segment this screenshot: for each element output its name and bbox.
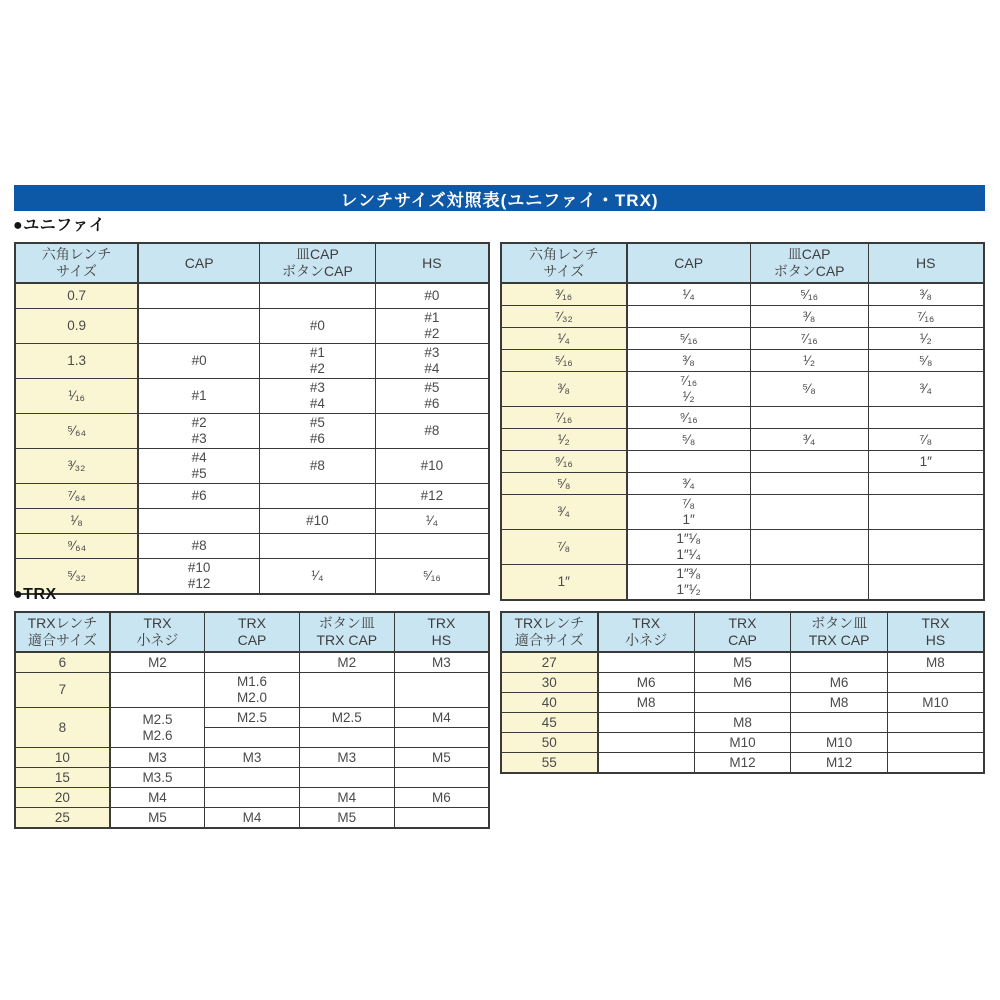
- value-cell: [138, 509, 259, 534]
- value-cell: [394, 728, 489, 748]
- section-label-trx: ●TRX: [13, 586, 57, 603]
- table-row: [15, 509, 489, 534]
- value-cell: M5: [394, 748, 489, 768]
- table-row: [15, 768, 489, 788]
- value-cell: #10: [260, 509, 376, 534]
- column-header: TRXレンチ 適合サイズ: [15, 612, 110, 652]
- value-cell: ³⁄₈: [750, 306, 868, 328]
- value-cell: M3.5: [110, 768, 205, 788]
- table-row: [501, 350, 984, 372]
- value-cell: ⁵⁄₈: [868, 350, 984, 372]
- value-cell: #1: [138, 379, 259, 414]
- value-cell: #8: [375, 414, 489, 449]
- value-cell: M3: [394, 652, 489, 673]
- value-cell: M6: [598, 673, 695, 693]
- value-cell: ¹⁄₂: [868, 328, 984, 350]
- row-size-cell: 10: [15, 748, 110, 768]
- value-cell: [260, 534, 376, 559]
- table-row: [501, 451, 984, 473]
- table-row: [15, 808, 489, 829]
- row-size-cell: ³⁄₄: [501, 495, 627, 530]
- table-row: [501, 473, 984, 495]
- row-size-cell: ⁹⁄₆₄: [15, 534, 138, 559]
- value-cell: #2 #3: [138, 414, 259, 449]
- table-row: [15, 708, 489, 728]
- table-row: [501, 673, 984, 693]
- page-title: レンチサイズ対照表(ユニファイ・TRX): [340, 190, 659, 210]
- table-row: [501, 495, 984, 530]
- value-cell: M8: [887, 652, 984, 673]
- value-cell: #1 #2: [260, 344, 376, 379]
- table-row: [501, 565, 984, 601]
- value-cell: M6: [694, 673, 791, 693]
- table-row: [15, 559, 489, 595]
- value-cell: #1 #2: [375, 309, 489, 344]
- row-size-cell: ⁷⁄₈: [501, 530, 627, 565]
- value-cell: [887, 713, 984, 733]
- column-header: TRXレンチ 適合サイズ: [501, 612, 598, 652]
- row-size-cell: ⁷⁄₃₂: [501, 306, 627, 328]
- value-cell: M8: [694, 713, 791, 733]
- value-cell: M2.5 M2.6: [110, 708, 205, 748]
- value-cell: [205, 768, 300, 788]
- value-cell: #0: [138, 344, 259, 379]
- table-row: [15, 484, 489, 509]
- table-row: [15, 379, 489, 414]
- column-header: TRX 小ネジ: [110, 612, 205, 652]
- value-cell: #4 #5: [138, 449, 259, 484]
- value-cell: [598, 652, 695, 673]
- value-cell: [750, 473, 868, 495]
- value-cell: [394, 673, 489, 708]
- value-cell: M12: [791, 753, 888, 774]
- value-cell: [627, 451, 751, 473]
- value-cell: 1″¹⁄₈ 1″¹⁄₄: [627, 530, 751, 565]
- row-size-cell: 27: [501, 652, 598, 673]
- value-cell: ⁵⁄₈: [750, 372, 868, 407]
- table-row: [501, 306, 984, 328]
- value-cell: [791, 652, 888, 673]
- column-header: TRX HS: [887, 612, 984, 652]
- column-header: 六角レンチ サイズ: [15, 243, 138, 283]
- table-row: [15, 673, 489, 708]
- row-size-cell: ⁷⁄₆₄: [15, 484, 138, 509]
- column-header: HS: [375, 243, 489, 283]
- column-header: ボタン皿 TRX CAP: [791, 612, 888, 652]
- row-size-cell: ¹⁄₄: [501, 328, 627, 350]
- row-size-cell: 1″: [501, 565, 627, 601]
- row-size-cell: 8: [15, 708, 110, 748]
- value-cell: [394, 768, 489, 788]
- value-cell: M8: [791, 693, 888, 713]
- value-cell: [138, 309, 259, 344]
- value-cell: [868, 407, 984, 429]
- table-row: [501, 693, 984, 713]
- value-cell: [868, 530, 984, 565]
- value-cell: ¹⁄₄: [375, 509, 489, 534]
- table-row: [501, 407, 984, 429]
- value-cell: ⁷⁄₁₆ ¹⁄₂: [627, 372, 751, 407]
- row-size-cell: ⁹⁄₁₆: [501, 451, 627, 473]
- value-cell: ¹⁄₄: [260, 559, 376, 595]
- row-size-cell: ¹⁄₂: [501, 429, 627, 451]
- value-cell: #8: [138, 534, 259, 559]
- table-row: [15, 449, 489, 484]
- column-header: 皿CAP ボタンCAP: [750, 243, 868, 283]
- value-cell: [750, 565, 868, 601]
- value-cell: [205, 652, 300, 673]
- value-cell: [791, 713, 888, 733]
- value-cell: [750, 407, 868, 429]
- column-header: 六角レンチ サイズ: [501, 243, 627, 283]
- value-cell: M12: [694, 753, 791, 774]
- value-cell: [750, 451, 868, 473]
- column-header: TRX HS: [394, 612, 489, 652]
- table-row: [15, 414, 489, 449]
- row-size-cell: 25: [15, 808, 110, 829]
- row-size-cell: 1.3: [15, 344, 138, 379]
- value-cell: 1″: [868, 451, 984, 473]
- column-header: ボタン皿 TRX CAP: [299, 612, 394, 652]
- value-cell: [299, 768, 394, 788]
- row-size-cell: 45: [501, 713, 598, 733]
- value-cell: [868, 565, 984, 601]
- value-cell: [138, 283, 259, 309]
- table-row: [501, 652, 984, 673]
- value-cell: M5: [110, 808, 205, 829]
- value-cell: M10: [694, 733, 791, 753]
- value-cell: M3: [205, 748, 300, 768]
- value-cell: [750, 530, 868, 565]
- value-cell: ⁵⁄₁₆: [750, 283, 868, 306]
- value-cell: [299, 673, 394, 708]
- value-cell: ⁷⁄₁₆: [868, 306, 984, 328]
- value-cell: [260, 283, 376, 309]
- table-row: [501, 753, 984, 774]
- value-cell: [205, 728, 300, 748]
- value-cell: ³⁄₄: [627, 473, 751, 495]
- value-cell: #6: [138, 484, 259, 509]
- value-cell: M3: [110, 748, 205, 768]
- value-cell: [375, 534, 489, 559]
- value-cell: #3 #4: [260, 379, 376, 414]
- value-cell: M4: [299, 788, 394, 808]
- value-cell: M4: [205, 808, 300, 829]
- value-cell: ⁵⁄₁₆: [375, 559, 489, 595]
- unified-right-table: [500, 242, 985, 601]
- value-cell: ⁵⁄₁₆: [627, 328, 751, 350]
- value-cell: ³⁄₄: [868, 372, 984, 407]
- row-size-cell: ⁵⁄₈: [501, 473, 627, 495]
- title-bar: [14, 185, 985, 211]
- value-cell: ⁷⁄₈ 1″: [627, 495, 751, 530]
- table-row: [15, 534, 489, 559]
- value-cell: [299, 728, 394, 748]
- table-row: [15, 748, 489, 768]
- value-cell: #12: [375, 484, 489, 509]
- value-cell: ⁵⁄₈: [627, 429, 751, 451]
- table-row: [501, 713, 984, 733]
- value-cell: M6: [394, 788, 489, 808]
- value-cell: #10: [375, 449, 489, 484]
- row-size-cell: 0.9: [15, 309, 138, 344]
- table-row: [501, 283, 984, 306]
- value-cell: #0: [260, 309, 376, 344]
- row-size-cell: 30: [501, 673, 598, 693]
- value-cell: #5 #6: [375, 379, 489, 414]
- row-size-cell: ³⁄₁₆: [501, 283, 627, 306]
- column-header: CAP: [627, 243, 751, 283]
- value-cell: [110, 673, 205, 708]
- value-cell: [868, 473, 984, 495]
- table-row: [501, 328, 984, 350]
- trx-right-table: [500, 611, 985, 774]
- column-header: TRX 小ネジ: [598, 612, 695, 652]
- column-header: TRX CAP: [694, 612, 791, 652]
- row-size-cell: 7: [15, 673, 110, 708]
- column-header: CAP: [138, 243, 259, 283]
- table-row: [501, 429, 984, 451]
- value-cell: ⁷⁄₁₆: [750, 328, 868, 350]
- value-cell: #0: [375, 283, 489, 309]
- value-cell: M2.5: [299, 708, 394, 728]
- row-size-cell: ⁵⁄₃₂: [15, 559, 138, 595]
- value-cell: M1.6 M2.0: [205, 673, 300, 708]
- value-cell: [260, 484, 376, 509]
- row-size-cell: ⁵⁄₁₆: [501, 350, 627, 372]
- value-cell: ⁹⁄₁₆: [627, 407, 751, 429]
- table-row: [501, 733, 984, 753]
- row-size-cell: ¹⁄₈: [15, 509, 138, 534]
- row-size-cell: ³⁄₃₂: [15, 449, 138, 484]
- unified-left-table: [14, 242, 490, 595]
- value-cell: [394, 808, 489, 829]
- value-cell: M2: [299, 652, 394, 673]
- row-size-cell: ⁷⁄₁₆: [501, 407, 627, 429]
- value-cell: ¹⁄₂: [750, 350, 868, 372]
- row-size-cell: ¹⁄₁₆: [15, 379, 138, 414]
- value-cell: M5: [299, 808, 394, 829]
- table-row: [15, 652, 489, 673]
- row-size-cell: ⁵⁄₆₄: [15, 414, 138, 449]
- value-cell: [887, 673, 984, 693]
- value-cell: #10 #12: [138, 559, 259, 595]
- row-size-cell: 0.7: [15, 283, 138, 309]
- value-cell: ¹⁄₄: [627, 283, 751, 306]
- row-size-cell: 55: [501, 753, 598, 774]
- value-cell: #3 #4: [375, 344, 489, 379]
- table-row: [15, 788, 489, 808]
- row-size-cell: 20: [15, 788, 110, 808]
- value-cell: [598, 753, 695, 774]
- value-cell: [868, 495, 984, 530]
- value-cell: M10: [791, 733, 888, 753]
- row-size-cell: 50: [501, 733, 598, 753]
- value-cell: M2.5: [205, 708, 300, 728]
- value-cell: M2: [110, 652, 205, 673]
- table-row: [501, 372, 984, 407]
- trx-left-table: [14, 611, 490, 829]
- value-cell: [750, 495, 868, 530]
- value-cell: 1″³⁄₈ 1″¹⁄₂: [627, 565, 751, 601]
- value-cell: M6: [791, 673, 888, 693]
- value-cell: ³⁄₈: [868, 283, 984, 306]
- value-cell: [627, 306, 751, 328]
- value-cell: M8: [598, 693, 695, 713]
- value-cell: ⁷⁄₈: [868, 429, 984, 451]
- value-cell: [205, 788, 300, 808]
- row-size-cell: 6: [15, 652, 110, 673]
- section-label-unified: ●ユニファイ: [13, 217, 106, 234]
- value-cell: [694, 693, 791, 713]
- value-cell: #8: [260, 449, 376, 484]
- table-row: [501, 530, 984, 565]
- table-row: [15, 344, 489, 379]
- row-size-cell: ³⁄₈: [501, 372, 627, 407]
- value-cell: M4: [394, 708, 489, 728]
- column-header: 皿CAP ボタンCAP: [260, 243, 376, 283]
- value-cell: M4: [110, 788, 205, 808]
- value-cell: M5: [694, 652, 791, 673]
- row-size-cell: 40: [501, 693, 598, 713]
- value-cell: ³⁄₈: [627, 350, 751, 372]
- value-cell: M3: [299, 748, 394, 768]
- value-cell: [887, 733, 984, 753]
- value-cell: #5 #6: [260, 414, 376, 449]
- table-row: [15, 309, 489, 344]
- column-header: TRX CAP: [205, 612, 300, 652]
- row-size-cell: 15: [15, 768, 110, 788]
- value-cell: M10: [887, 693, 984, 713]
- value-cell: [887, 753, 984, 774]
- column-header: HS: [868, 243, 984, 283]
- value-cell: ³⁄₄: [750, 429, 868, 451]
- value-cell: [598, 713, 695, 733]
- value-cell: [598, 733, 695, 753]
- table-row: [15, 283, 489, 309]
